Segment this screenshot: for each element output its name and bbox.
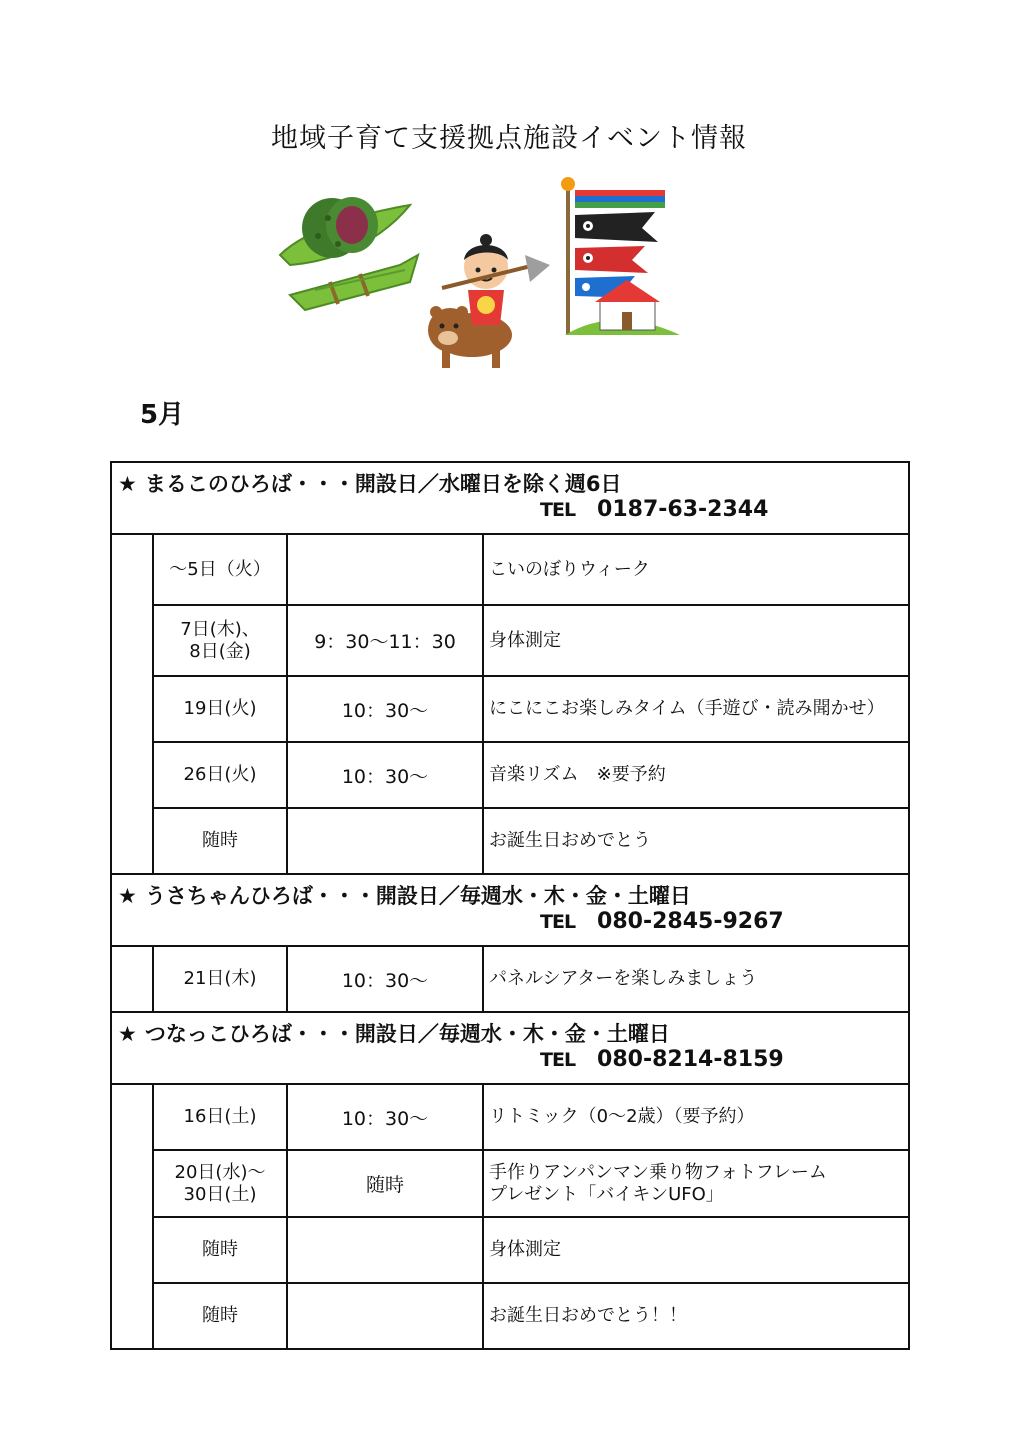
facility-name: うさちゃんひろば・・・開設日／毎週水・木・金・土曜日 [144,884,691,908]
event-cell: 身体測定 [483,605,909,676]
time-cell: 10：30～ [287,1084,483,1150]
table-row [111,1283,909,1349]
facility-header [111,462,909,534]
phone-number: 080-8214-8159 [597,1047,784,1072]
indent-cell [111,1283,153,1349]
time-cell: 随時 [287,1150,483,1217]
facility-header-row [111,1012,909,1084]
time-cell: 9：30～11：30 [287,605,483,676]
date-cell: 21日(木) [153,946,287,1012]
table-row [111,605,909,676]
koinobori-icon [561,177,680,335]
time-cell [287,1283,483,1349]
table-row [111,1084,909,1150]
event-cell: お誕生日おめでとう [483,808,909,874]
indent-cell [111,946,153,1012]
event-cell: 身体測定 [483,1217,909,1283]
table-row [111,808,909,874]
time-cell [287,808,483,874]
table-row [111,1150,909,1217]
indent-cell [111,605,153,676]
time-cell: 10：30～ [287,946,483,1012]
date-cell: 16日(土) [153,1084,287,1150]
date-cell: 26日(火) [153,742,287,808]
indent-cell [111,676,153,742]
facility-header [111,1012,909,1084]
indent-cell [111,808,153,874]
kashiwa-mochi-icon [280,197,410,265]
event-cell: 手作りアンパンマン乗り物フォトフレーム プレゼント「バイキンUFO」 [483,1150,909,1217]
date-cell: 随時 [153,1283,287,1349]
facility-header-row [111,462,909,534]
events-table [110,461,910,1350]
facility-name: まるこのひろば・・・開設日／水曜日を除く週6日 [144,472,622,496]
time-cell: 10：30～ [287,742,483,808]
star-icon: ★ [118,1022,137,1046]
date-cell: 随時 [153,1217,287,1283]
time-cell [287,534,483,605]
indent-cell [111,534,153,605]
event-cell: 音楽リズム ※要予約 [483,742,909,808]
kintaro-on-bear-icon [428,234,550,368]
event-cell: リトミック（0～2歳）（要予約） [483,1084,909,1150]
phone-number: 0187-63-2344 [597,497,769,522]
facility-header-row [111,874,909,946]
star-icon: ★ [118,472,137,496]
date-cell: 7日(木)、 8日(金) [153,605,287,676]
table-row [111,534,909,605]
facility-header [111,874,909,946]
indent-cell [111,1150,153,1217]
phone-number: 080-2845-9267 [597,909,784,934]
table-row [111,946,909,1012]
event-cell: にこにこお楽しみタイム（手遊び・読み聞かせ） [483,676,909,742]
time-cell [287,1217,483,1283]
event-cell: パネルシアターを楽しみましょう [483,946,909,1012]
event-cell: お誕生日おめでとう！！ [483,1283,909,1349]
date-cell: 随時 [153,808,287,874]
illustrations [270,170,700,380]
table-row [111,742,909,808]
month-heading: 5月 [140,400,185,430]
date-cell: ～5日（火） [153,534,287,605]
indent-cell [111,742,153,808]
page-title: 地域子育て支援拠点施設イベント情報 [271,123,747,154]
phone-label: TEL [540,499,576,521]
phone-label: TEL [540,1049,576,1071]
indent-cell [111,1084,153,1150]
table-row [111,1217,909,1283]
phone-label: TEL [540,911,576,933]
date-cell: 20日(水)～ 30日(土) [153,1150,287,1217]
event-cell: こいのぼりウィーク [483,534,909,605]
star-icon: ★ [118,884,137,908]
table-row [111,676,909,742]
time-cell: 10：30～ [287,676,483,742]
date-cell: 19日(火) [153,676,287,742]
facility-name: つなっこひろば・・・開設日／毎週水・木・金・土曜日 [144,1022,670,1046]
indent-cell [111,1217,153,1283]
